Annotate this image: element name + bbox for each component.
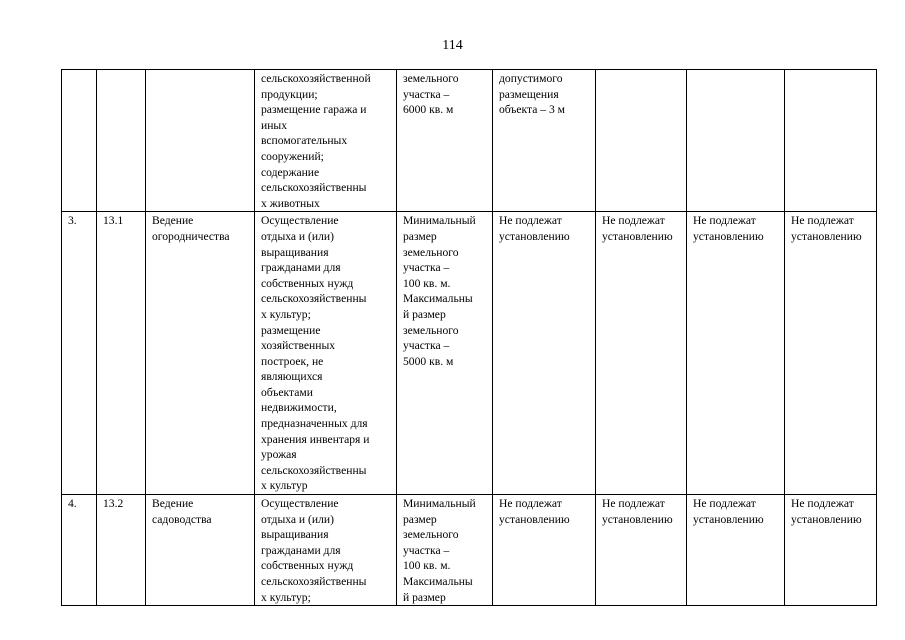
cell-code: 13.2 <box>97 495 146 606</box>
cell-use-name: Ведение огородничества <box>146 212 255 495</box>
cell-number: 3. <box>62 212 97 495</box>
cell-setback: допустимого размещения объекта – 3 м <box>493 70 596 212</box>
cell-parameter: Не подлежат установлению <box>596 212 687 495</box>
cell-parameter: Не подлежат установлению <box>596 495 687 606</box>
cell-code: 13.1 <box>97 212 146 495</box>
cell-description: Осуществление отдыха и (или) выращивания гражданами для собственных нужд сельскохозяйственны х культур; размещение хозяйственных построек, не являющихся объектами недвижимости, предназначенных для хранения инвентаря и урожая сельскохозяйственны х культур <box>255 212 397 495</box>
cell-description: сельскохозяйственной продукции; размещение гаража и иных вспомогательных сооружений; содержание сельскохозяйственны х животных <box>255 70 397 212</box>
cell-parameter <box>596 70 687 212</box>
cell-code <box>97 70 146 212</box>
cell-parameter <box>785 70 877 212</box>
cell-number <box>62 70 97 212</box>
table-row <box>62 495 877 606</box>
cell-plot-size: Минимальный размер земельного участка – 100 кв. м. Максимальны й размер <box>397 495 493 606</box>
cell-setback: Не подлежат установлению <box>493 495 596 606</box>
cell-number: 4. <box>62 495 97 606</box>
cell-plot-size: земельного участка – 6000 кв. м <box>397 70 493 212</box>
table-row <box>62 70 877 212</box>
cell-parameter <box>687 70 785 212</box>
cell-use-name <box>146 70 255 212</box>
cell-setback: Не подлежат установлению <box>493 212 596 495</box>
cell-parameter: Не подлежат установлению <box>785 495 877 606</box>
cell-parameter: Не подлежат установлению <box>687 212 785 495</box>
land-use-table <box>61 69 877 606</box>
page-number: 114 <box>442 38 463 53</box>
cell-plot-size: Минимальный размер земельного участка – 100 кв. м. Максимальны й размер земельного участка – 5000 кв. м <box>397 212 493 495</box>
cell-description: Осуществление отдыха и (или) выращивания гражданами для собственных нужд сельскохозяйственны х культур; <box>255 495 397 606</box>
cell-use-name: Ведение садоводства <box>146 495 255 606</box>
cell-parameter: Не подлежат установлению <box>785 212 877 495</box>
cell-parameter: Не подлежат установлению <box>687 495 785 606</box>
table-row <box>62 212 877 495</box>
